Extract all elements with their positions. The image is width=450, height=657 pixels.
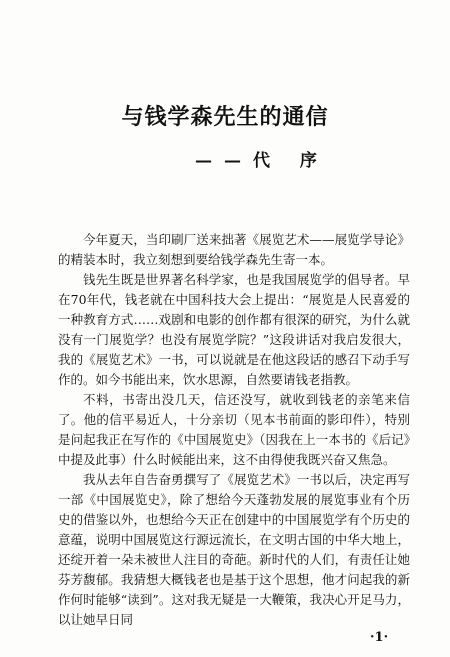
document-body (58, 230, 410, 630)
page-number: ·1· (370, 630, 389, 645)
document-title: 与钱学森先生的通信 (121, 104, 329, 130)
paragraph: 不料，书寄出没几天，信还没写，就收到钱老的亲笔来信了。他的信平易近人，十分亲切（见本书前面的影印件），特别是问起我正在写作的《中国展览史》（因我在上一本书的《后记》中提及此事）什么时候能出来，这不由得使我既兴奋又焦急。 (58, 392, 410, 467)
paragraph: 今年夏天，当印刷厂送来拙著《展览艺术——展览学导论》的精装本时，我立刻想到要给钱学森先生寄一本。 (58, 232, 410, 267)
document-subtitle: ——代 序 (195, 151, 329, 171)
paragraph: 我从去年自告奋勇撰写了《展览艺术》一书以后，决定再写一部《中国展览史》，除了想给今天蓬勃发展的展览事业有个历史的借鉴以外，也想给今天正在创建中的中国展览学有个历史的意蕴，说明中国展览这行源远流长，在文明古国的中华大地上，还绽开着一朵未被世人注目的奇葩。新时代的人们，有责任让她芬芳馥郁。我猜想大概钱老也是基于这个思想，他才问起我的新作何时能够“读到”。这对我无疑是一大鞭策，我决心开足马力，以让她早日同 (58, 472, 410, 627)
paragraph: 钱先生既是世界著名科学家，也是我国展览学的倡导者。早在70年代，钱老就在中国科技大会上提出：“展览是人民喜爱的一种教育方式……戏剧和电影的创作都有很深的研究，为什么就没有一门展览学？也没有展览学院？”这段讲话对我启发很大，我的《展览艺术》一书，可以说就是在他这段话的感召下动手写作的。如今书能出来，饮水思源，自然要请钱老指教。 (58, 272, 410, 387)
